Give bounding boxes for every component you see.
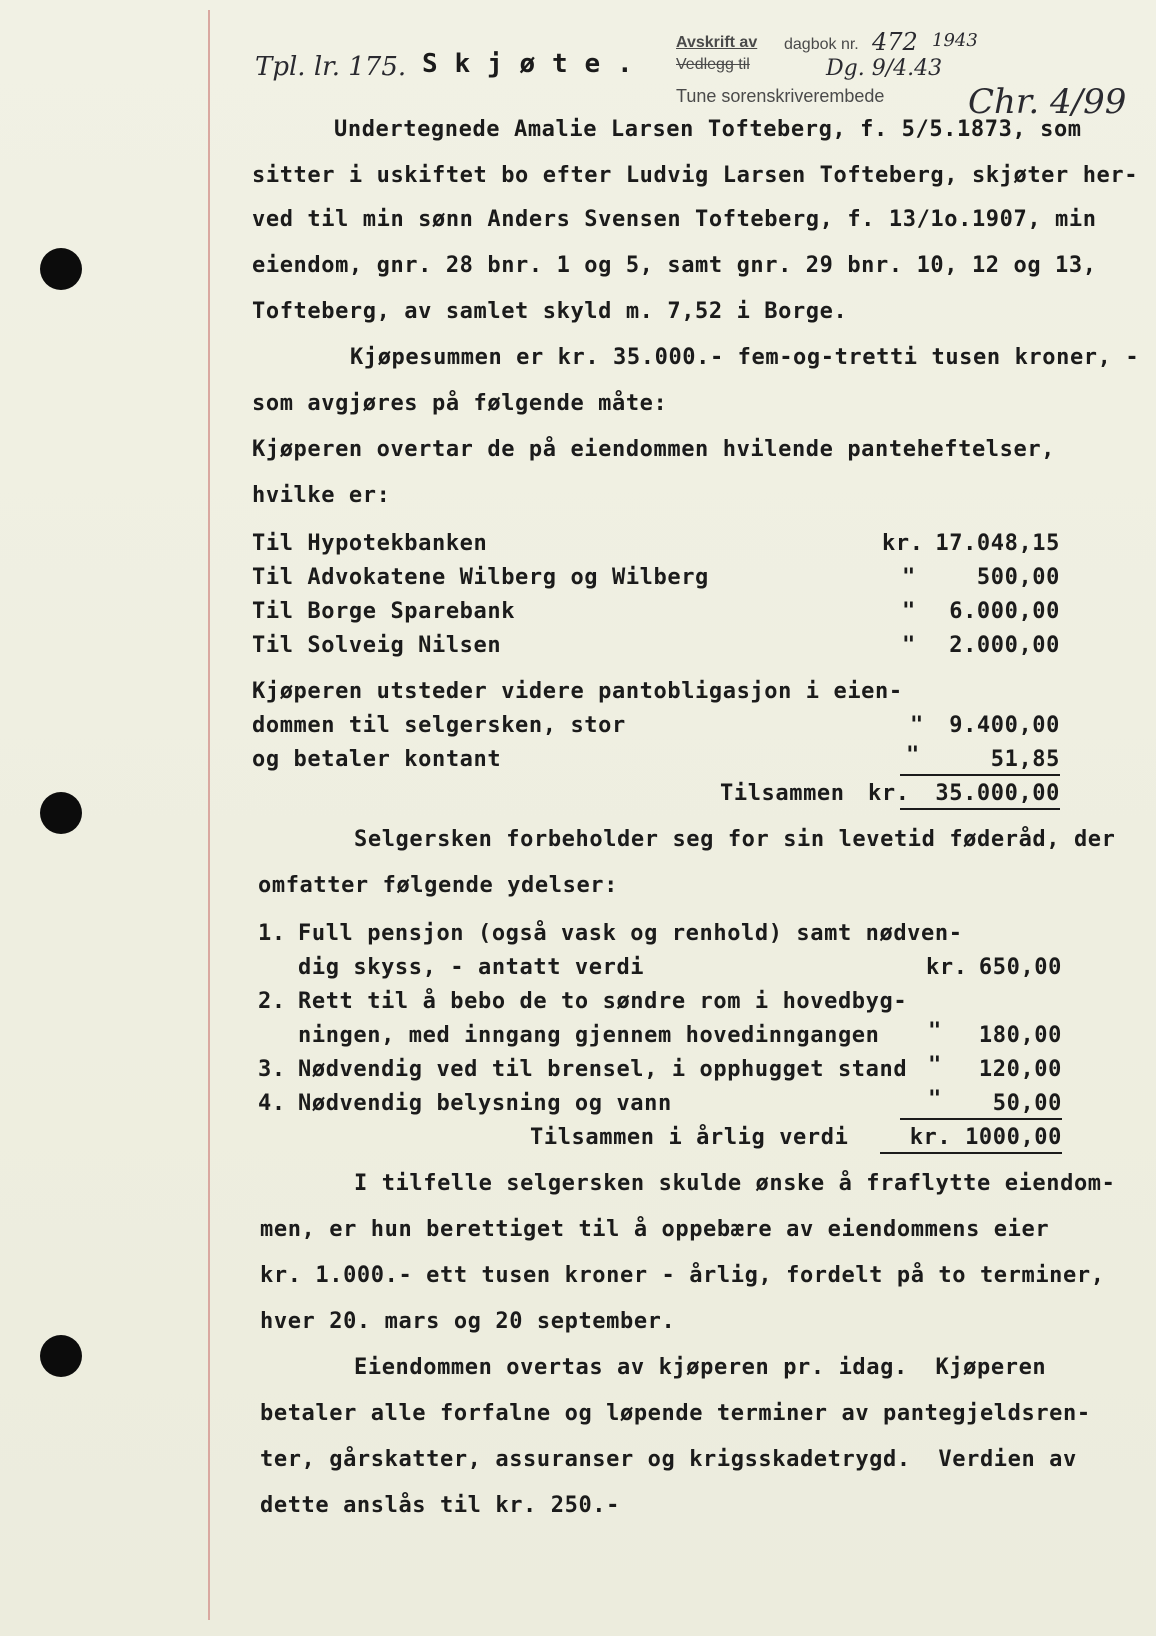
total-amount: kr. 1000,00 [880, 1124, 1062, 1154]
punch-hole [40, 1335, 82, 1377]
punch-hole [40, 248, 82, 290]
text-line: ter, gårskatter, assuranser og krigsskadetrygd. Verdien av [260, 1447, 1077, 1472]
benefit-line: ningen, med inngang gjennem hovedinngangen [298, 1023, 880, 1048]
benefit-line: Rett til å bebo de to søndre rom i hovedbyg- [298, 989, 908, 1014]
lien-prefix: " [906, 743, 920, 768]
benefit-amount: 650,00 [978, 955, 1062, 980]
text-line: men, er hun berettiget til å oppebære av eiendommens eier [260, 1217, 1050, 1242]
lien-amount: 6.000,00 [949, 599, 1060, 624]
stamp-attachment-to: Vedlegg til [676, 56, 750, 73]
total-label: Tilsammen i årlig verdi [530, 1125, 849, 1150]
text-line: Kjøperen overtar de på eiendommen hvilende panteheftelser, [252, 437, 1056, 462]
benefit-line: Nødvendig belysning og vann [298, 1091, 672, 1116]
benefit-prefix: " [928, 1087, 942, 1112]
benefit-line: Full pensjon (også vask og renhold) samt nødven- [298, 921, 963, 946]
document-title: S k j ø t e . [422, 49, 634, 79]
total-amount: 35.000,00 [900, 780, 1060, 810]
lien-amount: 500,00 [976, 565, 1060, 590]
stamp-office: Tune sorenskriverembede [676, 86, 885, 106]
lien-amount: 9.400,00 [949, 713, 1060, 738]
stamp-journal-label: dagbok nr. [784, 36, 859, 53]
benefit-amount: 180,00 [978, 1023, 1062, 1048]
text-line: betaler alle forfalne og løpende terminer av pantegjeldsren- [260, 1401, 1091, 1426]
text-line: eiendom, gnr. 28 bnr. 1 og 5, samt gnr. 29 bnr. 10, 12 og 13, [252, 253, 1097, 278]
text-line: sitter i uskiftet bo efter Ludvig Larsen Tofteberg, skjøter her- [252, 163, 1139, 188]
lien-prefix: " [910, 713, 924, 738]
text-line: omfatter følgende ydelser: [258, 873, 618, 898]
text-line: som avgjøres på følgende måte: [252, 391, 668, 416]
benefit-prefix: " [928, 1053, 942, 1078]
lien-label: Til Hypotekbanken [252, 531, 488, 556]
lien-label: Til Borge Sparebank [252, 599, 516, 624]
text-line: dette anslås til kr. 250.- [260, 1493, 620, 1518]
stamp-journal-number: 472 [872, 28, 918, 56]
margin-rule [208, 10, 210, 1620]
text-line: Tofteberg, av samlet skyld m. 7,52 i Borge. [252, 299, 848, 324]
text-line: hvilke er: [252, 483, 391, 508]
benefit-number: 4. [258, 1091, 286, 1116]
benefit-number: 1. [258, 921, 286, 946]
text-line: og betaler kontant [252, 747, 502, 772]
lien-label: Til Solveig Nilsen [252, 633, 502, 658]
lien-prefix: " [902, 565, 916, 590]
corner-note: Chr. 4/99 [968, 82, 1127, 122]
benefit-amount: 120,00 [978, 1057, 1062, 1082]
benefit-line: Nødvendig ved til brensel, i opphugget stand [298, 1057, 908, 1082]
text-line: Selgersken forbeholder seg for sin levetid føderåd, der [354, 827, 1116, 852]
stamp-copy-of: Avskrift av [676, 34, 758, 51]
text-line: Kjøperen utsteder videre pantobligasjon i eien- [252, 679, 903, 704]
stamp-year: 1943 [932, 30, 978, 51]
lien-amount: 2.000,00 [949, 633, 1060, 658]
benefit-number: 3. [258, 1057, 286, 1082]
benefit-prefix: kr. [926, 955, 968, 980]
lien-prefix: kr. [882, 531, 924, 556]
total-prefix: kr. [868, 781, 910, 806]
text-line: kr. 1.000.- ett tusen kroner - årlig, fordelt på to terminer, [260, 1263, 1105, 1288]
lien-prefix: " [902, 599, 916, 624]
text-line: ved til min sønn Anders Svensen Tofteberg, f. 13/1o.1907, min [252, 207, 1097, 232]
lien-prefix: " [902, 633, 916, 658]
benefit-line: dig skyss, - antatt verdi [298, 955, 645, 980]
text-line: hver 20. mars og 20 september. [260, 1309, 676, 1334]
text-line: I tilfelle selgersken skulde ønske å fraflytte eiendom- [354, 1171, 1116, 1196]
text-line: Eiendommen overtas av kjøperen pr. idag. Kjøperen [354, 1355, 1047, 1380]
reference-note: Tpl. lr. 175. [255, 52, 407, 82]
lien-amount: 17.048,15 [935, 531, 1060, 556]
lien-label: Til Advokatene Wilberg og Wilberg [252, 565, 709, 590]
lien-amount: 51,85 [900, 746, 1060, 776]
text-line: dommen til selgersken, stor [252, 713, 626, 738]
punch-hole [40, 792, 82, 834]
benefit-prefix: " [928, 1019, 942, 1044]
text-line: Undertegnede Amalie Larsen Tofteberg, f. 5/5.1873, som [334, 117, 1082, 142]
text-line: Kjøpesummen er kr. 35.000.- fem-og-tretti tusen kroner, - [350, 345, 1140, 370]
total-label: Tilsammen [720, 781, 845, 806]
stamp-date: Dg. 9/4.43 [826, 56, 943, 81]
benefit-amount: 50,00 [900, 1090, 1062, 1120]
benefit-number: 2. [258, 989, 286, 1014]
